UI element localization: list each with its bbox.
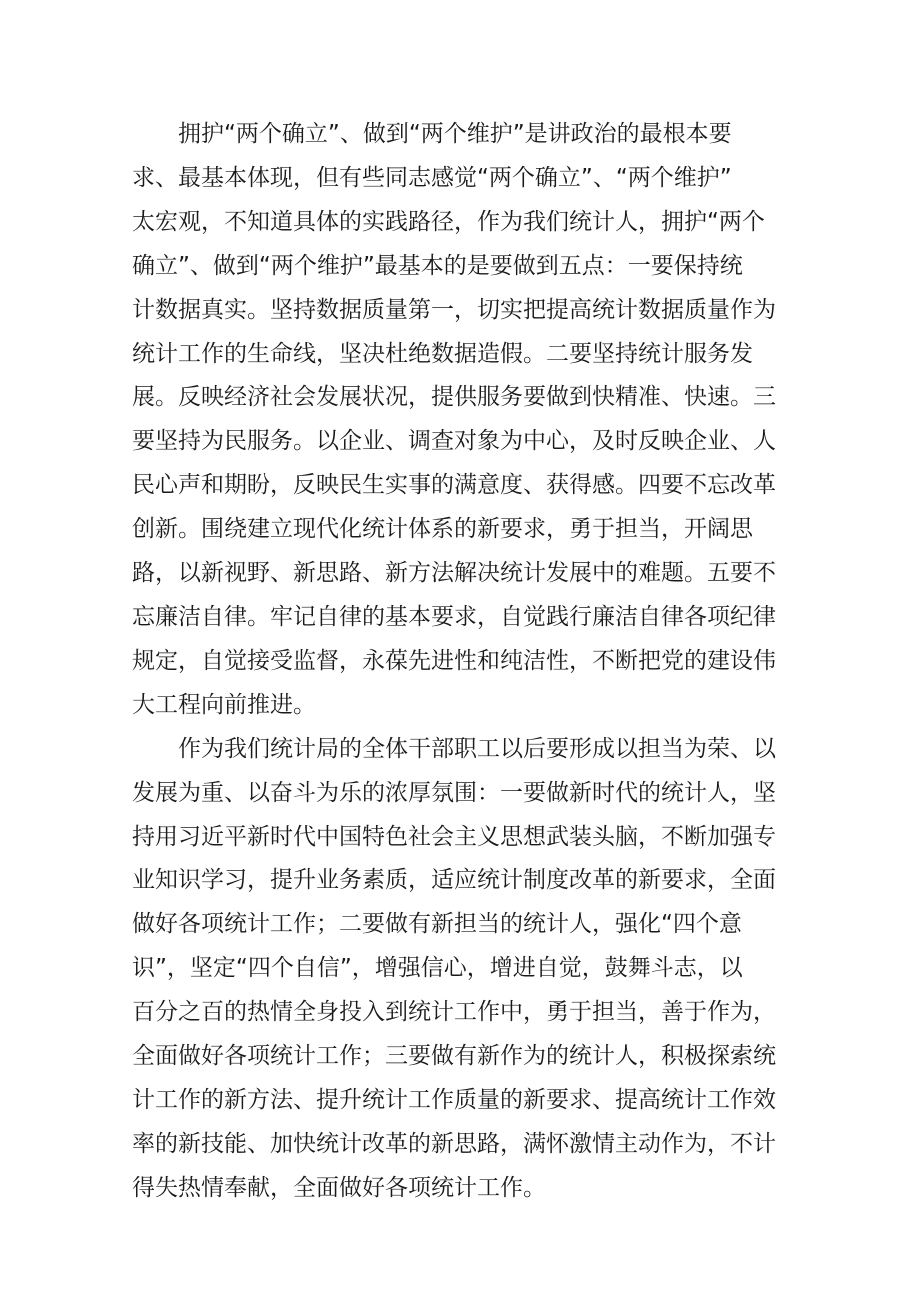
paragraph-2 bbox=[132, 728, 787, 1211]
text-line: 全面做好各项统计工作；三要做有新作为的统计人，积极探索统 bbox=[132, 1043, 776, 1070]
text-line: 确立”、做到“两个维护”最基本的是要做到五点：一要保持统 bbox=[132, 252, 743, 279]
paragraph-1 bbox=[132, 113, 787, 728]
text-line: 民心声和期盼，反映民生实事的满意度、获得感。四要不忘改革 bbox=[132, 472, 776, 499]
text-line: 太宏观，不知道具体的实践路径，作为我们统计人，拥护“两个 bbox=[132, 208, 765, 235]
text-line: 求、最基本体现，但有些同志感觉“两个确立”、“两个维护” bbox=[132, 164, 732, 191]
text-line: 拥护“两个确立”、做到“两个维护”是讲政治的最根本要 bbox=[178, 121, 732, 147]
text-line: 做好各项统计工作；二要做有新担当的统计人，强化“四个意 bbox=[132, 911, 742, 938]
text-line: 得失热情奉献，全面做好各项统计工作。 bbox=[132, 1174, 546, 1201]
text-line: 路，以新视野、新思路、新方法解决统计发展中的难题。五要不 bbox=[132, 560, 776, 587]
text-line: 创新。围绕建立现代化统计体系的新要求，勇于担当，开阔思 bbox=[132, 516, 753, 543]
text-line: 要坚持为民服务。以企业、调查对象为中心，及时反映企业、人 bbox=[132, 428, 776, 455]
text-line: 率的新技能、加快统计改革的新思路，满怀激情主动作为，不计 bbox=[132, 1130, 776, 1157]
text-line: 业知识学习，提升业务素质，适应统计制度改革的新要求，全面 bbox=[132, 867, 776, 894]
text-line: 识”，坚定“四个自信”，增强信心，增进自觉，鼓舞斗志，以 bbox=[132, 955, 743, 982]
text-line: 统计工作的生命线，坚决杜绝数据造假。二要坚持统计服务发 bbox=[132, 340, 753, 367]
text-line: 持用习近平新时代中国特色社会主义思想武装头脑，不断加强专 bbox=[132, 823, 776, 850]
text-line: 大工程向前推进。 bbox=[132, 691, 316, 718]
text-line: 计数据真实。坚持数据质量第一，切实把提高统计数据质量作为 bbox=[132, 296, 776, 323]
text-line: 发展为重、以奋斗为乐的浓厚氛围：一要做新时代的统计人，坚 bbox=[132, 779, 776, 806]
text-line: 作为我们统计局的全体干部职工以后要形成以担当为荣、以 bbox=[178, 735, 776, 762]
document-body bbox=[132, 113, 787, 1211]
text-line: 百分之百的热情全身投入到统计工作中，勇于担当，善于作为， bbox=[132, 999, 776, 1026]
text-line: 计工作的新方法、提升统计工作质量的新要求、提高统计工作效 bbox=[132, 1086, 776, 1113]
text-line: 忘廉洁自律。牢记自律的基本要求，自觉践行廉洁自律各项纪律 bbox=[132, 603, 776, 630]
text-line: 展。反映经济社会发展状况，提供服务要做到快精准、快速。三 bbox=[132, 384, 776, 411]
text-line: 规定，自觉接受监督，永葆先进性和纯洁性，不断把党的建设伟 bbox=[132, 647, 776, 674]
